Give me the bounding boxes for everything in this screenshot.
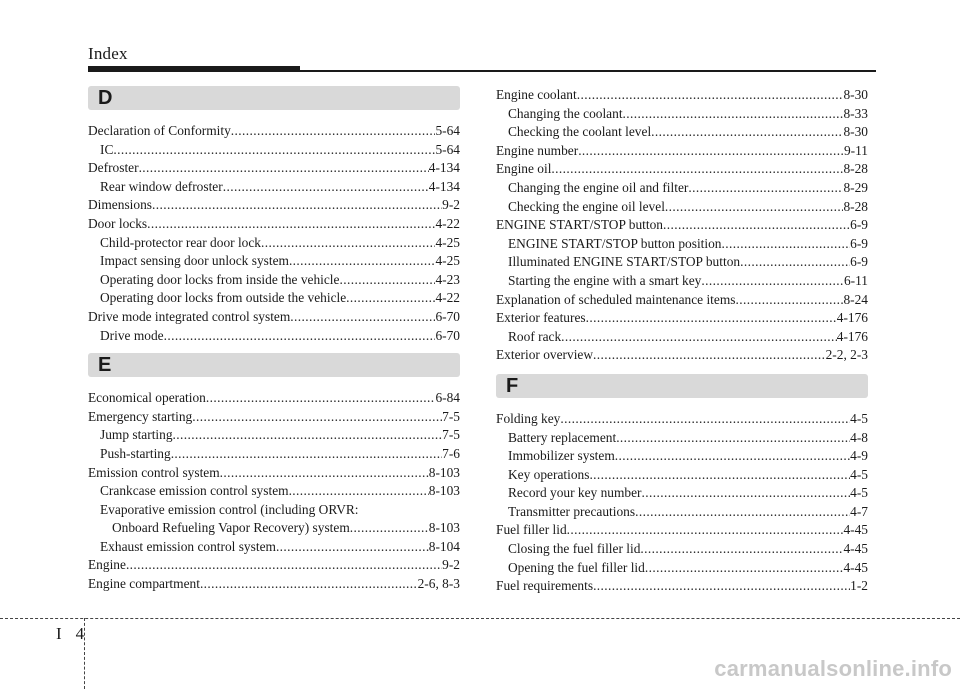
index-entry-page: 6-84 xyxy=(435,390,460,406)
index-list-d xyxy=(88,122,460,345)
index-entry-page: 4-25 xyxy=(435,253,460,269)
index-list-e xyxy=(88,389,460,594)
index-entry xyxy=(88,556,460,575)
footer-rule xyxy=(0,618,960,619)
dot-leader xyxy=(551,160,843,179)
dot-leader xyxy=(220,464,429,483)
index-entry xyxy=(496,291,868,310)
index-entry xyxy=(88,445,460,464)
dot-leader xyxy=(635,503,850,522)
index-entry-text: Engine compartment xyxy=(88,576,200,592)
index-entry xyxy=(496,309,868,328)
index-entry-page: 6-9 xyxy=(850,235,868,251)
index-entry xyxy=(496,346,868,365)
index-entry-text: Emission control system xyxy=(88,464,220,480)
dot-leader xyxy=(586,309,837,328)
dot-leader xyxy=(113,141,435,160)
index-entry xyxy=(496,503,868,522)
dot-leader xyxy=(593,577,850,596)
index-entry xyxy=(88,482,460,501)
dot-leader xyxy=(276,538,429,557)
dot-leader xyxy=(663,216,850,235)
dot-leader xyxy=(206,389,436,408)
index-entry-text: Fuel filler lid xyxy=(496,522,567,538)
index-entry xyxy=(88,575,460,594)
index-entry-page: 4-176 xyxy=(836,328,868,344)
index-entry-text: Key operations xyxy=(508,466,590,482)
index-entry-page: 6-70 xyxy=(435,308,460,324)
index-entry-text: Exterior features xyxy=(496,310,586,326)
index-entry xyxy=(496,105,868,124)
index-entry-text: Child-protector rear door lock xyxy=(100,234,262,250)
section-header-e xyxy=(88,353,460,377)
dot-leader xyxy=(623,105,844,124)
index-entry-page: 8-28 xyxy=(843,198,868,214)
index-entry-page: 8-30 xyxy=(843,87,868,102)
index-entry-text: Exhaust emission control system xyxy=(100,538,276,554)
dot-leader xyxy=(231,122,436,141)
page-number xyxy=(56,624,84,644)
index-entry-text: Onboard Refueling Vapor Recovery) system xyxy=(112,520,350,536)
index-entry-page: 4-5 xyxy=(850,485,868,501)
index-entry xyxy=(496,142,868,161)
dot-leader xyxy=(615,447,850,466)
index-entry-page: 4-8 xyxy=(850,429,868,445)
index-entry xyxy=(496,216,868,235)
index-entry-page: 2-2, 2-3 xyxy=(825,347,868,363)
section-letter: D xyxy=(98,87,113,109)
index-entry xyxy=(88,178,460,197)
dot-leader xyxy=(567,521,844,540)
dot-leader xyxy=(126,556,442,575)
index-entry-page: 8-28 xyxy=(843,161,868,177)
index-entry xyxy=(88,389,460,408)
page-title: Index xyxy=(88,44,128,63)
index-entry xyxy=(88,234,460,253)
index-entry-text: Operating door locks from outside the vehicle xyxy=(100,290,347,306)
index-entry-text: Operating door locks from inside the vehicle xyxy=(100,271,340,287)
index-entry xyxy=(496,540,868,559)
footer-page-number: 4 xyxy=(75,624,85,643)
index-entry-page: 8-30 xyxy=(843,124,868,140)
section-letter: E xyxy=(98,354,112,377)
index-entry-page: 4-7 xyxy=(850,503,868,519)
index-entry xyxy=(88,289,460,308)
dot-leader xyxy=(593,346,826,365)
index-entry-page: 7-6 xyxy=(442,445,460,461)
index-entry-page: 4-45 xyxy=(843,559,868,575)
index-entry xyxy=(88,252,460,271)
index-entry-text: Roof rack xyxy=(508,328,562,344)
dot-leader xyxy=(665,198,844,217)
index-entry xyxy=(496,253,868,272)
index-entry-text: Dimensions xyxy=(88,197,152,213)
index-entry-text: Engine oil xyxy=(496,161,552,177)
index-entry-text: Evaporative emission control (including ORVR: xyxy=(100,501,359,517)
index-entry-text: Declaration of Conformity xyxy=(88,123,231,138)
dot-leader xyxy=(640,540,843,559)
index-entry-page: 4-5 xyxy=(850,410,868,426)
index-entry xyxy=(496,577,868,596)
index-entry-page: 4-22 xyxy=(435,215,460,231)
index-entry-page: 6-9 xyxy=(850,217,868,233)
index-entry-page: 4-22 xyxy=(435,290,460,306)
index-entry-page: 6-11 xyxy=(843,272,868,288)
dot-leader xyxy=(261,234,435,253)
index-entry-text: Closing the fuel filler lid xyxy=(508,541,641,557)
index-entry-page: 4-134 xyxy=(428,178,460,194)
index-entry-text: Defroster xyxy=(88,160,139,176)
dot-leader xyxy=(164,327,436,346)
index-entry xyxy=(496,559,868,578)
dot-leader xyxy=(561,328,837,347)
index-entry xyxy=(88,519,460,538)
dot-leader xyxy=(560,410,850,429)
dot-leader xyxy=(359,501,460,520)
index-entry xyxy=(496,179,868,198)
dot-leader xyxy=(289,252,436,271)
dot-leader xyxy=(642,484,851,503)
header-rule-thick xyxy=(88,66,300,72)
index-entry xyxy=(88,271,460,290)
dot-leader xyxy=(688,179,843,198)
index-entry-text: Exterior overview xyxy=(496,347,594,363)
watermark: carmanualsonline.info xyxy=(714,656,952,681)
left-column xyxy=(88,86,460,594)
index-entry xyxy=(88,327,460,346)
index-entry-text: Folding key xyxy=(496,410,561,426)
index-entry-page: 8-29 xyxy=(843,179,868,195)
index-entry-text: Illuminated ENGINE START/STOP button xyxy=(508,254,741,270)
index-entry-text: Fuel requirements xyxy=(496,578,594,594)
index-entry-text: Drive mode integrated control system xyxy=(88,308,291,324)
index-entry xyxy=(88,196,460,215)
index-entry-text: Door locks xyxy=(88,215,148,231)
index-entry-text: Immobilizer system xyxy=(508,448,615,464)
index-entry-text: Battery replacement xyxy=(508,429,617,445)
index-entry xyxy=(496,410,868,429)
index-entry xyxy=(88,141,460,160)
index-entry xyxy=(88,408,460,427)
index-entry-text: Rear window defroster xyxy=(100,178,223,194)
index-entry xyxy=(496,328,868,347)
dot-leader xyxy=(651,123,843,142)
index-entry xyxy=(88,122,460,141)
dot-leader xyxy=(578,142,844,161)
index-entry-text: Changing the engine oil and filter xyxy=(508,179,689,195)
index-entry-page: 4-23 xyxy=(435,271,460,287)
right-column xyxy=(496,86,868,596)
index-entry-page: 9-11 xyxy=(843,142,868,158)
index-entry-text: Economical operation xyxy=(88,390,206,406)
index-entry xyxy=(496,198,868,217)
dot-leader xyxy=(339,271,435,290)
dot-leader xyxy=(589,466,850,485)
dot-leader xyxy=(577,86,844,105)
index-entry-page: 8-103 xyxy=(428,464,460,480)
index-entry xyxy=(496,521,868,540)
index-entry-page: 4-176 xyxy=(836,310,868,326)
index-entry xyxy=(496,484,868,503)
dot-leader xyxy=(346,289,435,308)
index-entry xyxy=(88,464,460,483)
index-entry xyxy=(496,123,868,142)
index-entry-page: 9-2 xyxy=(442,557,460,573)
index-entry xyxy=(88,215,460,234)
dot-leader xyxy=(200,575,418,594)
index-entry-page: 2-6, 8-3 xyxy=(417,576,460,592)
dot-leader xyxy=(289,482,429,501)
dot-leader xyxy=(701,272,844,291)
index-entry-text: Push-starting xyxy=(100,445,171,461)
index-entry-text: Changing the coolant xyxy=(508,105,623,121)
dot-leader xyxy=(616,429,850,448)
index-entry-page: 5-64 xyxy=(435,141,460,157)
index-entry-page: 8-103 xyxy=(428,520,460,536)
index-entry-text: Record your key number xyxy=(508,485,642,501)
index-list-e-continued xyxy=(496,86,868,365)
index-entry-page: 8-104 xyxy=(428,538,460,554)
index-entry-text: Crankcase emission control system xyxy=(100,483,289,499)
index-entry xyxy=(496,429,868,448)
index-entry-text: Transmitter precautions xyxy=(508,503,636,519)
index-entry-text: ENGINE START/STOP button xyxy=(496,217,664,233)
dot-leader xyxy=(350,519,429,538)
index-entry-page: 6-70 xyxy=(435,327,460,343)
index-entry xyxy=(88,159,460,178)
dot-leader xyxy=(722,235,851,254)
index-entry-text: IC xyxy=(100,141,114,157)
index-entry-page: 9-2 xyxy=(442,197,460,213)
index-entry-text: Engine xyxy=(88,557,126,573)
index-entry-page: 8-33 xyxy=(843,105,868,121)
index-entry-page: 8-103 xyxy=(428,483,460,499)
index-entry xyxy=(496,272,868,291)
index-entry xyxy=(88,426,460,445)
dot-leader xyxy=(173,426,443,445)
dot-leader xyxy=(645,559,844,578)
section-letter: F xyxy=(506,374,519,397)
index-list-f xyxy=(496,410,868,596)
index-entry-page: 4-9 xyxy=(850,448,868,464)
index-entry-page: 4-5 xyxy=(850,466,868,482)
dot-leader xyxy=(735,291,843,310)
header-rule-thin xyxy=(300,70,876,72)
dot-leader xyxy=(152,196,442,215)
dot-leader xyxy=(192,408,442,427)
index-entry-page: 6-9 xyxy=(850,254,868,270)
index-entry xyxy=(496,447,868,466)
index-entry xyxy=(88,501,460,520)
index-entry-text: Explanation of scheduled maintenance items xyxy=(496,291,736,307)
index-entry-page: 8-24 xyxy=(843,291,868,307)
index-entry xyxy=(496,86,868,105)
dot-leader xyxy=(171,445,442,464)
dot-leader xyxy=(290,308,435,327)
index-entry-page: 7-5 xyxy=(442,427,460,443)
dot-leader xyxy=(147,215,435,234)
index-entry-page: 5-64 xyxy=(435,123,460,138)
section-header-f xyxy=(496,374,868,398)
index-entry xyxy=(496,160,868,179)
index-entry-text: Starting the engine with a smart key xyxy=(508,272,702,288)
index-entry-text: ENGINE START/STOP button position xyxy=(508,235,722,251)
index-entry-text: Jump starting xyxy=(100,427,173,443)
dot-leader xyxy=(139,159,429,178)
index-entry-page: 4-25 xyxy=(435,234,460,250)
index-entry-text: Checking the coolant level xyxy=(508,124,652,140)
index-entry-page: 4-45 xyxy=(843,522,868,538)
index-entry-page: 4-45 xyxy=(843,541,868,557)
index-entry-text: Emergency starting xyxy=(88,408,193,424)
index-entry-text: Drive mode xyxy=(100,327,164,343)
index-entry xyxy=(496,466,868,485)
index-entry xyxy=(88,308,460,327)
index-entry xyxy=(496,235,868,254)
dot-leader xyxy=(223,178,429,197)
index-entry-text: Impact sensing door unlock system xyxy=(100,253,289,269)
footer-section: I xyxy=(56,624,62,643)
index-entry-page: 1-2 xyxy=(850,578,868,594)
index-entry-text: Engine number xyxy=(496,142,579,158)
index-entry xyxy=(88,538,460,557)
index-entry-text: Opening the fuel filler lid xyxy=(508,559,645,575)
index-entry-text: Checking the engine oil level xyxy=(508,198,665,214)
dot-leader xyxy=(740,253,850,272)
index-entry-page: 7-5 xyxy=(442,408,460,424)
section-header-d xyxy=(88,86,460,110)
index-entry-page: 4-134 xyxy=(428,160,460,176)
index-entry-text: Engine coolant xyxy=(496,87,577,102)
